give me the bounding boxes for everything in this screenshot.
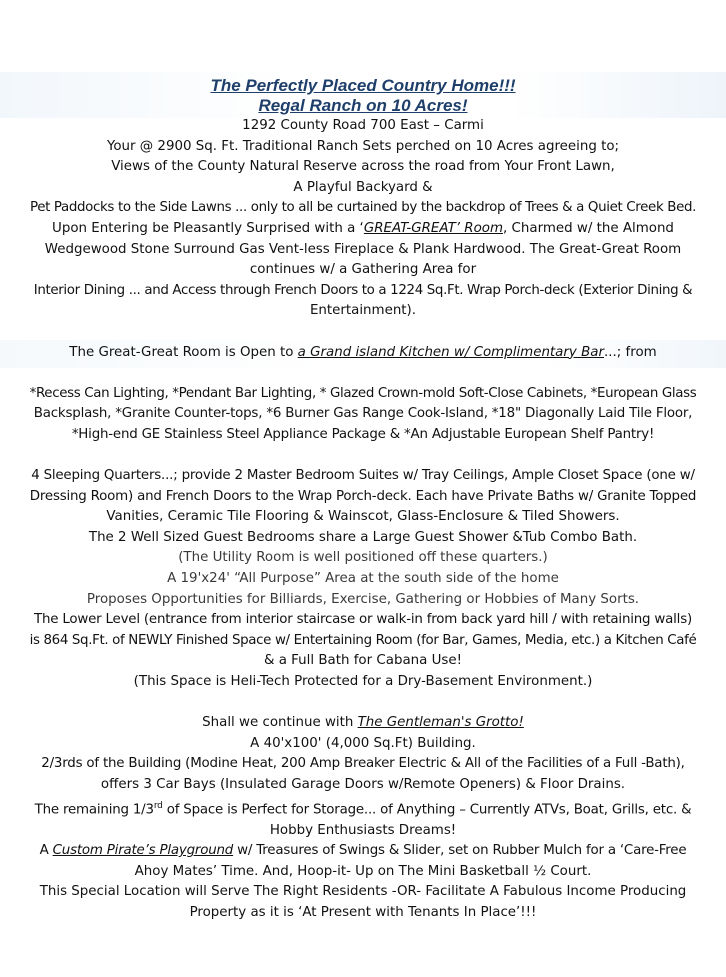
bedroom-line: (This Space is Heli-Tech Protected for a Dry-Basement Environment.) (133, 674, 593, 690)
kitchen-intro-line (0, 343, 726, 364)
feature-line: *High-end GE Stainless Steel Appliance Package & *An Adjustable European Shelf Pantry! (71, 426, 655, 442)
grotto-line: offers 3 Car Bays (Insulated Garage Doors w/Remote Openers) & Floor Drains. (100, 777, 626, 792)
grotto-line (0, 841, 726, 862)
grotto-text: Shall we continue with (202, 715, 358, 731)
intro-line: continues w/ a Gathering Area for (249, 262, 477, 278)
spacer (0, 693, 726, 714)
intro-line: Wedgewood Stone Surround Gas Vent-less Fireplace & Plank Hardwood. The Great-Great Room (44, 241, 682, 257)
grotto-text: The remaining 1/3 (34, 802, 154, 818)
kitchen-text: ...; from (603, 344, 657, 360)
spacer (0, 322, 726, 343)
bedroom-line: The 2 Well Sized Guest Bedrooms share a Large Guest Shower &Tub Combo Bath. (88, 529, 638, 545)
grotto-paragraph (0, 713, 726, 923)
pirate-playground-link: Custom Pirate’s Playground (52, 843, 234, 859)
bedroom-line: (The Utility Room is well positioned off these quarters.) (178, 550, 548, 566)
intro-text: , Charmed w/ the Almond (503, 220, 674, 236)
ordinal-superscript: rd (153, 800, 163, 811)
intro-line: Views of the County Natural Reserve across the road from Your Front Lawn, (111, 159, 615, 175)
title-line-1: The Perfectly Placed Country Home!!! (210, 76, 516, 95)
grotto-line (0, 796, 726, 821)
grotto-line: This Special Location will Serve The Right Residents -OR- Facilitate A Fabulous Income Producing (39, 884, 687, 900)
gentlemans-grotto-link: The Gentleman's Grotto! (357, 715, 524, 731)
intro-line: Entertainment). (309, 303, 417, 319)
address-line: 1292 County Road 700 East – Carmi (242, 118, 484, 133)
intro-line (0, 219, 726, 240)
feature-line: *Recess Can Lighting, *Pendant Bar Lighting, * Glazed Crown-mold Soft-Close Cabinets, *European Glass (29, 385, 697, 401)
grotto-line: Ahoy Mates’ Time. And, Hoop-it- Up on The Mini Basketball ½ Court. (134, 863, 592, 879)
grotto-text: of Space is Perfect for Storage... of Anything – Currently ATVs, Boat, Grills, etc. & (162, 802, 692, 818)
bedroom-line: The Lower Level (entrance from interior staircase or walk-in from back yard hill / with retaining walls) (33, 612, 693, 628)
intro-text: Upon Entering be Pleasantly Surprised with a ‘ (52, 220, 364, 236)
bedroom-line: Dressing Room) and French Doors to the Wrap Porch-deck. Each have Private Baths w/ Granite Topped (29, 488, 697, 504)
grotto-line (0, 713, 726, 734)
grotto-text: A (39, 843, 53, 859)
kitchen-link: a Grand island Kitchen w/ Complimentary Bar (297, 344, 604, 360)
grotto-line: Property as it is ‘At Present with Tenants In Place’!!! (189, 905, 537, 921)
bedroom-line: & a Full Bath for Cabana Use! (264, 653, 462, 669)
intro-line: Pet Paddocks to the Side Lawns ... only to all be curtained by the backdrop of Trees & a Quiet Creek Bed. (29, 200, 697, 216)
bedrooms-paragraph (0, 466, 726, 693)
bedroom-line: A 19'x24' “All Purpose” Area at the south side of the home (167, 571, 559, 587)
great-great-room-link: GREAT-GREAT’ Room (363, 220, 504, 236)
intro-paragraph (0, 137, 726, 322)
grotto-line: 2/3rds of the Building (Modine Heat, 200 Amp Breaker Electric & All of the Facilities of a Full -Bath), (41, 756, 685, 772)
spacer (0, 363, 726, 384)
bedroom-line: Proposes Opportunities for Billiards, Exercise, Gathering or Hobbies of Many Sorts. (86, 591, 640, 607)
intro-line: A Playful Backyard & (293, 179, 433, 195)
grotto-line: Hobby Enthusiasts Dreams! (269, 822, 457, 838)
bedroom-line: Vanities, Ceramic Tile Flooring & Wainscot, Glass-Enclosure & Tiled Showers. (106, 509, 620, 525)
intro-line: Interior Dining ... and Access through French Doors to a 1224 Sq.Ft. Wrap Porch-deck (Exterior Dining & (33, 282, 693, 298)
kitchen-features (0, 384, 726, 446)
title-line-2: Regal Ranch on 10 Acres! (258, 96, 468, 115)
intro-line: Your @ 2900 Sq. Ft. Traditional Ranch Sets perched on 10 Acres agreeing to; (106, 138, 620, 154)
feature-line: Backsplash, *Granite Counter-tops, *6 Burner Gas Range Cook-Island, *18" Diagonally Laid Tile Floor, (33, 406, 693, 422)
bedroom-line: 4 Sleeping Quarters...; provide 2 Master Bedroom Suites w/ Tray Ceilings, Ample Closet Space (one w/ (31, 468, 695, 484)
kitchen-text: The Great-Great Room is Open to (69, 344, 298, 360)
spacer (0, 446, 726, 467)
grotto-text: w/ Treasures of Swings & Slider, set on Rubber Mulch for a ‘Care-Free (233, 843, 687, 859)
flyer-content (0, 76, 726, 924)
bedroom-line: is 864 Sq.Ft. of NEWLY Finished Space w/ Entertaining Room (for Bar, Games, Media, etc.) a Kitchen Café (29, 632, 697, 648)
grotto-line: A 40'x100' (4,000 Sq.Ft) Building. (250, 735, 476, 751)
